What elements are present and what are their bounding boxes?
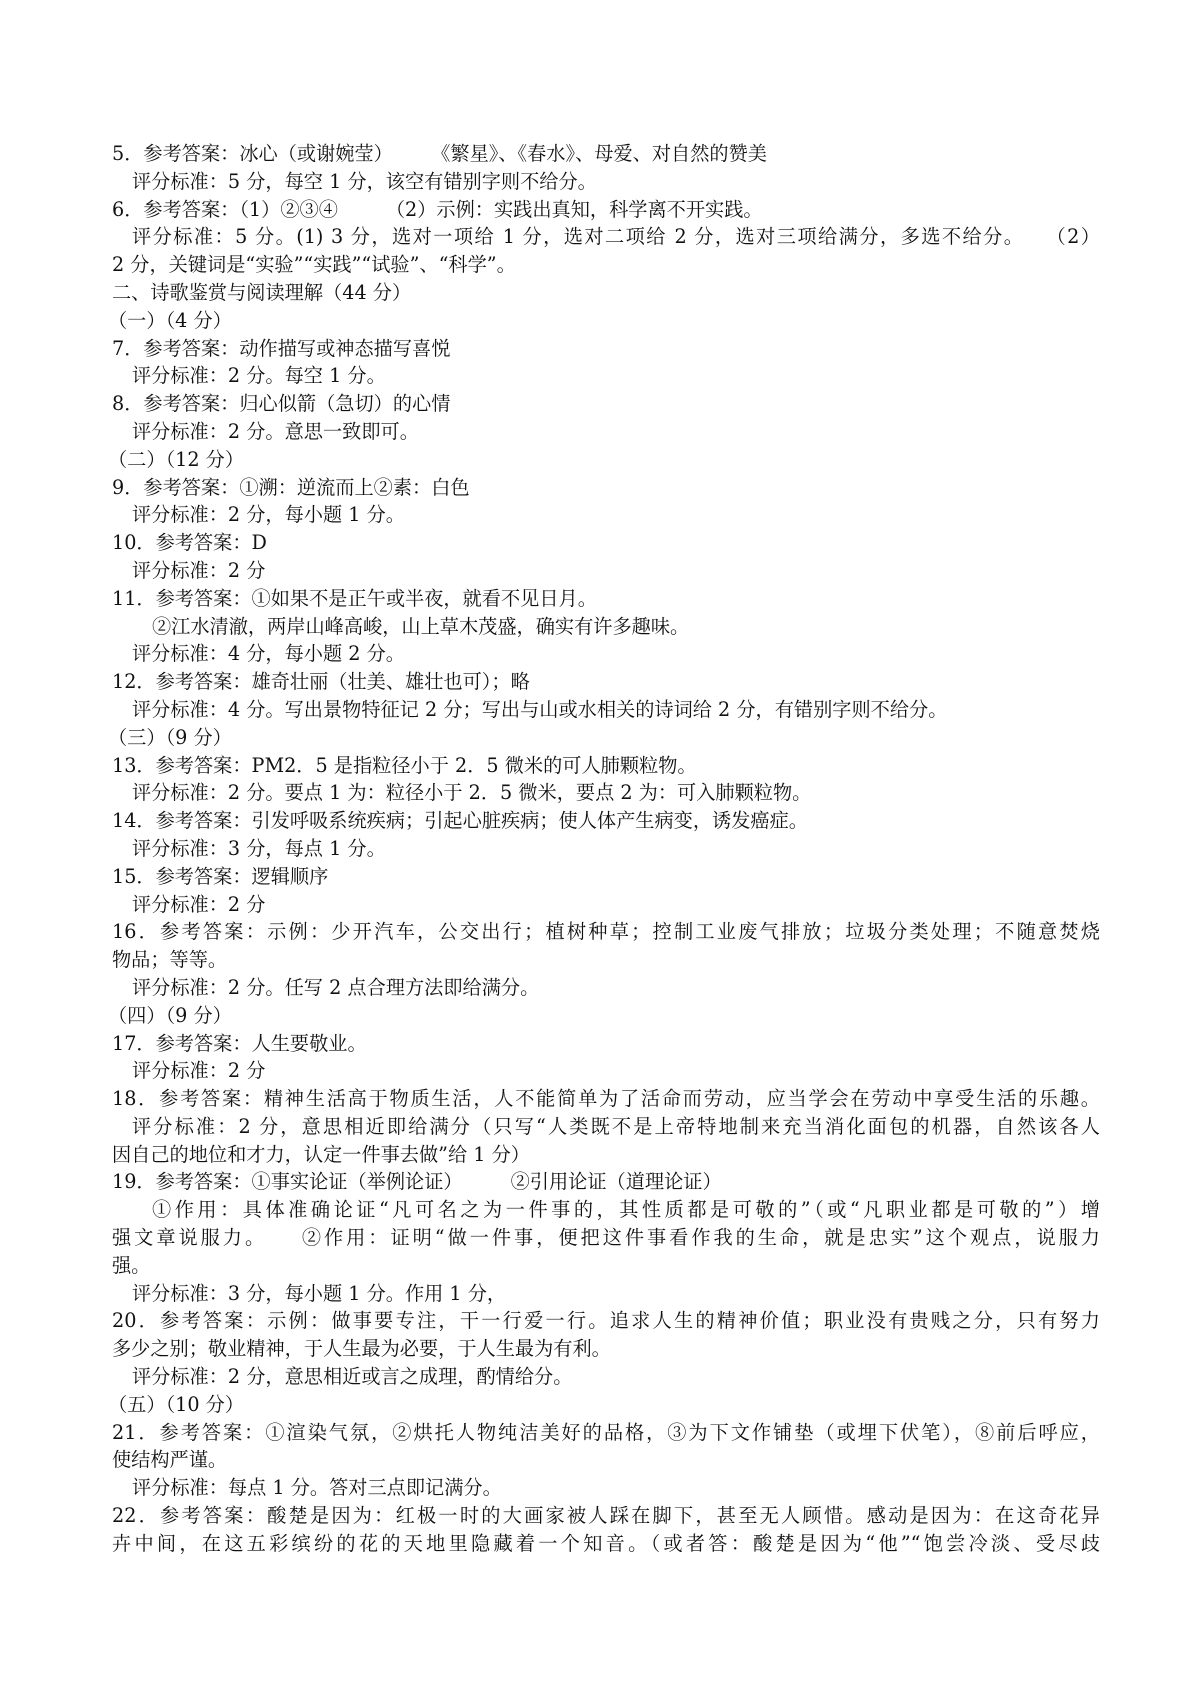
answer-10: 10．参考答案：D [112,531,267,555]
scoring-13: 评分标准：2 分。要点 1 为：粒径小于 2．5 微米，要点 2 为：可入肺颗粒物。 [132,781,812,805]
subsection-1: （一）（4 分） [108,308,232,332]
answer-14: 14．参考答案：引发呼吸系统疾病；引起心脏疾病；使人体产生病变，诱发癌症。 [112,809,808,833]
scoring-21: 评分标准：每点 1 分。答对三点即记满分。 [132,1476,502,1500]
answer-22: 22．参考答案：酸楚是因为：红极一时的大画家被人踩在脚下，甚至无人顾惜。感动是因为：在这奇花异 [112,1504,1100,1528]
answer-13: 13．参考答案：PM2．5 是指粒径小于 2．5 微米的可人肺颗粒物。 [112,753,697,777]
answer-19: 19．参考答案：①事实论证（举例论证） ②引用论证（道理论证） [112,1170,722,1194]
answer-21-continued: 使结构严谨。 [112,1448,228,1472]
scoring-15: 评分标准：2 分 [132,892,266,916]
answer-18: 18．参考答案：精神生活高于物质生活，人不能简单为了活命而劳动，应当学会在劳动中享受生活的乐趣。 [112,1087,1100,1111]
scoring-17: 评分标准：2 分 [132,1059,266,1083]
answer-11: 11．参考答案：①如果不是正午或半夜，就看不见日月。 [112,586,597,610]
answer-20: 20．参考答案：示例：做事要专注，干一行爱一行。追求人生的精神价值；职业没有贵贱之分，只有努力 [112,1309,1100,1333]
answer-20-continued: 多少之别；敬业精神，于人生最为必要，于人生最为有利。 [112,1337,611,1361]
subsection-3: （三）（9 分） [108,725,232,749]
answer-19-effect-2: 强文章说服力。 ②作用：证明“做一件事，便把这件事看作我的生命，就是忠实”这个观点，说服力 [112,1226,1100,1250]
answer-7: 7．参考答案：动作描写或神态描写喜悦 [112,336,451,360]
subsection-2: （二）（12 分） [108,447,245,471]
scoring-12: 评分标准：4 分。写出景物特征记 2 分；写出与山或水相关的诗词给 2 分，有错别字则不给分。 [132,697,948,721]
answer-21: 21．参考答案：①渲染气氛，②烘托人物纯洁美好的品格，③为下文作铺垫（或埋下伏笔），⑧前后呼应， [112,1420,1100,1444]
subsection-5: （五）（10 分） [108,1392,245,1416]
answer-16: 16．参考答案：示例：少开汽车，公交出行；植树种草；控制工业废气排放；垃圾分类处理；不随意焚烧 [112,920,1100,944]
answer-12: 12．参考答案：雄奇壮丽（壮美、雄壮也可）；略 [112,670,530,694]
scoring-11: 评分标准：4 分，每小题 2 分。 [132,642,405,666]
answer-19-effect-end: 强。 [112,1253,151,1277]
scoring-9: 评分标准：2 分，每小题 1 分。 [132,503,405,527]
scoring-6: 评分标准：5 分。(1) 3 分，选对一项给 1 分，选对二项给 2 分，选对三项给满分，多选不给分。 （2） [132,225,1100,249]
answer-15: 15．参考答案：逻辑顺序 [112,864,329,888]
scoring-6-continued: 2 分，关键词是“实验”“实践”“试验”、“科学”。 [112,253,516,277]
answer-9: 9．参考答案：①溯：逆流而上②素：白色 [112,475,470,499]
scoring-8: 评分标准：2 分。意思一致即可。 [132,419,419,443]
section-heading-2: 二、诗歌鉴赏与阅读理解（44 分） [112,280,412,304]
answer-6: 6．参考答案：（1）②③④ （2）示例：实践出真知，科学离不开实践。 [112,197,763,221]
answer-11-part-2: ②江水清澈，两岸山峰高峻，山上草木茂盛，确实有许多趣味。 [152,614,690,638]
scoring-14: 评分标准：3 分，每点 1 分。 [132,836,386,860]
scoring-10: 评分标准：2 分 [132,558,266,582]
answer-17: 17．参考答案：人生要敬业。 [112,1031,367,1055]
answer-5: 5．参考答案：冰心（或谢婉莹） 《繁星》、《春水》、母爱、对自然的赞美 [112,142,767,165]
scoring-19: 评分标准：3 分，每小题 1 分。作用 1 分， [132,1281,507,1305]
scoring-16: 评分标准：2 分。任写 2 点合理方法即给满分。 [132,975,540,999]
scoring-20: 评分标准：2 分，意思相近或言之成理，酌情给分。 [132,1365,573,1389]
scoring-18-continued: 因自己的地位和才力，认定一件事去做”给 1 分） [112,1142,530,1166]
answer-16-continued: 物品；等等。 [112,948,228,972]
scoring-5: 评分标准：5 分，每空 1 分，该空有错别字则不给分。 [132,169,597,193]
scoring-18: 评分标准：2 分，意思相近即给满分（只写“人类既不是上帝特地制来充当消化面包的机器，自然该各人 [132,1114,1100,1138]
scoring-7: 评分标准：2 分。每空 1 分。 [132,364,386,388]
answer-22-continued: 卉中间，在这五彩缤纷的花的天地里隐藏着一个知音。（或者答：酸楚是因为“他”“饱尝冷淡、受尽歧 [112,1531,1100,1555]
subsection-4: （四）（9 分） [108,1003,232,1027]
answer-19-effect-1: ①作用：具体准确论证“凡可名之为一件事的，其性质都是可敬的”（或“凡职业都是可敬的”）增 [152,1198,1100,1222]
answer-8: 8．参考答案：归心似箭（急切）的心情 [112,392,451,416]
